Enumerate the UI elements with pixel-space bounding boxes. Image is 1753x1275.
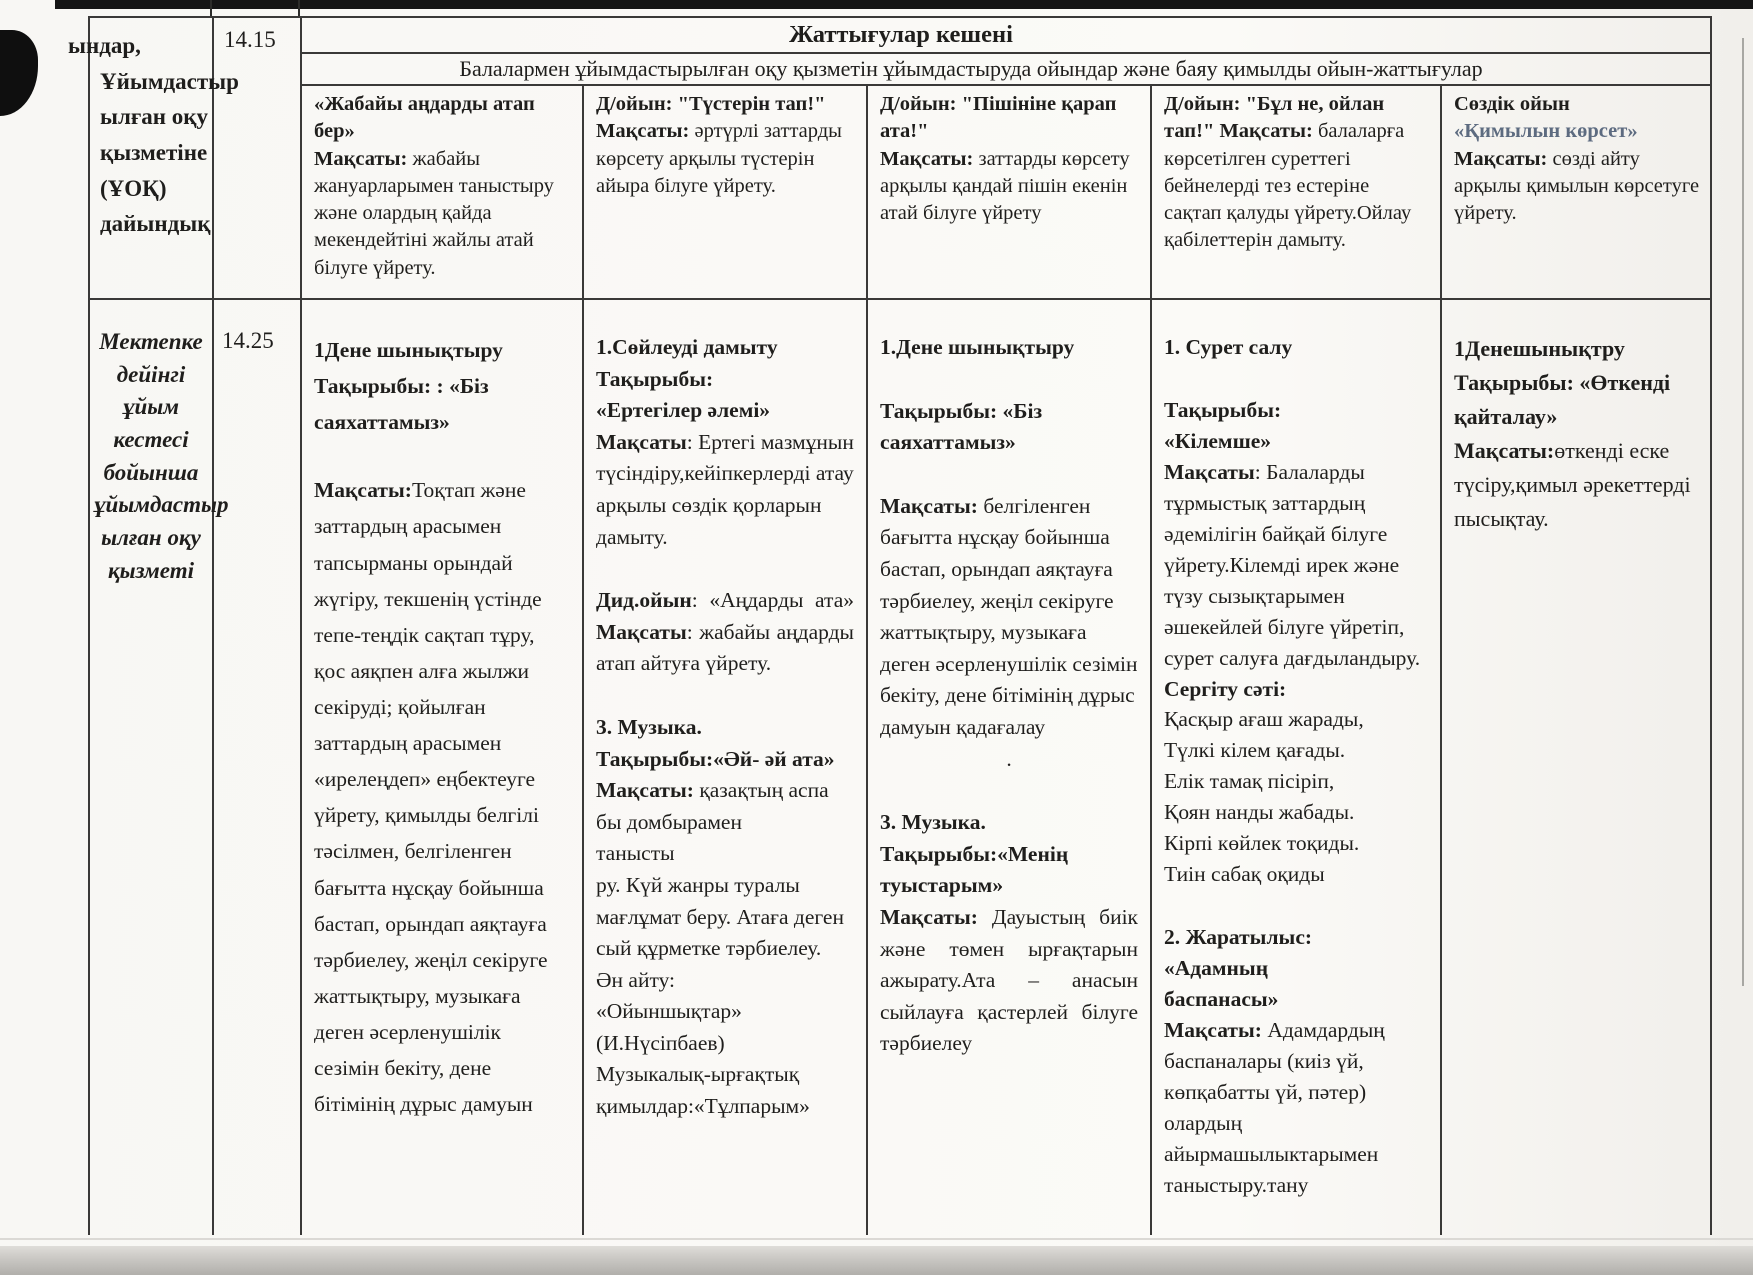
games-row <box>302 86 1710 300</box>
row2-activity-label-cell: Мектепке дейінгі ұйым кестесі бойынша ұйымдастыр ылған оқу қызметі <box>90 300 214 1235</box>
table-title: Жаттығулар кешені <box>302 18 1710 54</box>
scan-artifact-top-bar <box>55 0 1753 9</box>
row1-time-cell: 14.15 <box>214 18 302 300</box>
row2-time-cell: 14.25 <box>214 300 302 1235</box>
table-subtitle: Балалармен ұйымдастырылған оқу қызметін ұйымдастыруда ойындар және баяу қимылды ойын-жаттығулар <box>302 54 1710 86</box>
lesson-plan-table <box>68 16 1712 1235</box>
activity-cell-1: 1Дене шынықтыру Тақырыбы: : «Біз саяхаттамыз» Мақсаты:Тоқтап және заттардың арасымен тапсырманы орындай жүгіру, текшенің үстінде тепе-теңдік сақтап тұру, қос аяқпен алға жылжи секіруді; қойылған заттардың арасымен «ирелеңдеп» еңбектеуге үйрету, қимылды белгілі тәсілмен, белгіленген бағытта нұсқау бойынша бастап, орындап аяқтауға тәрбиелеу, жеңіл секіруге жаттықтыру, музыкаға деген әсерленушілік сезімін бекіту, дене бітімінің дұрыс дамуын <box>302 300 584 1235</box>
game-cell-4: Д/ойын: "Бұл не, ойлан тап!" Мақсаты: балаларға көрсетілген суреттегі бейнелерді тез естеріне сақтап қалуды үйрету.Ойлау қабілеттерін дамыту. <box>1152 86 1442 300</box>
row1-activity-label-cell: ындар, Ұйымдастыр ылған оқу қызметіне (ҰОҚ) дайындық <box>90 18 214 300</box>
activity-cell-3: 1.Дене шынықтыру Тақырыбы: «Біз саяхаттамыз» Мақсаты: белгіленген бағытта нұсқау бойынша бастап, орындап аяқтауға тәрбиелеу, жеңіл секіруге жаттықтыру, музыкаға деген әсерленушілік сезімін бекіту, дене бітімінің дұрыс дамуын қадағалау . 3. Музыка. Тақырыбы:«Менің туыстарым» Мақсаты: Дауыстың биік және төмен ырғақтарын ажырату.Ата – анасын сыйлауға қастерлей білуге тәрбиелеу <box>868 300 1152 1235</box>
exercises-header-block <box>302 18 1710 300</box>
game-cell-3: Д/ойын: "Пішініне қарап ата!" Мақсаты: заттарды көрсету арқылы қандай пішін екенін атай білуге үйрету <box>868 86 1152 300</box>
scan-artifact-band-line <box>0 1238 1753 1240</box>
scan-artifact-page-edge <box>1742 38 1744 986</box>
scan-artifact-bottom-band <box>0 1246 1753 1275</box>
activity-cell-4: 1. Сурет салу Тақырыбы: «Кілемше» Мақсаты: Балаларды тұрмыстық заттардың әдемілігін байқай білуге үйрету.Кілемді ирек және түзу сызықтарымен әшекейлей білуге үйретіп, сурет салуға дағдыландыру. Сергіту сәті: Қасқыр ағаш жарады, Түлкі кілем қағады. Елік тамақ пісіріп, Қоян нанды жабады. Кірпі көйлек тоқиды. Тиін сабақ оқиды 2. Жаратылыс: «Адамның баспанасы» Мақсаты: Адамдардың баспаналары (киіз үй, көпқабатты үй, пәтер) олардың айырмашылыктарымен таныстыру.тану <box>1152 300 1442 1235</box>
game-cell-1: «Жабайы аңдарды атап бер» Мақсаты: жабайы жануарларымен таныстыру және олардың қайда мекендейтіні жайлы атай білуге үйрету. <box>302 86 584 300</box>
activity-cell-5: 1Денешынықтру Тақырыбы: «Өткенді қайталау» Мақсаты:өткенді еске түсіру,қимыл әрекеттерді пысықтау. <box>1454 336 1691 532</box>
game-cell-2: Д/ойын: "Түстерін тап!" Мақсаты: әртүрлі заттарды көрсету арқылы түстерін айыра білуге үйрету. <box>584 86 868 300</box>
scan-artifact-left-blob <box>0 30 38 116</box>
activity-cell-2: 1.Сөйлеуді дамыту Тақырыбы: «Ертегілер әлемі» Мақсаты: Ертегі мазмұнын түсіндіру,кейіпкерлерді атау арқылы сөздік қорларын дамыту. Дид.ойын: «Аңдарды ата» Мақсаты: жабайы аңдарды атап айтуға үйрету. 3. Музыка. Тақырыбы:«Әй- әй ата» Мақсаты: қазақтың аспа бы домбырамен танысты ру. Күй жанры туралы мағлұмат беру. Атаға деген сый құрметке тәрбиелеу. Ән айту: «Ойыншықтар» (И.Нүсіпбаев) Музыкалық-ырғақтық қимылдар:«Тұлпарым» <box>584 300 868 1235</box>
game-cell-5: Сөздік ойын «Қимылын көрсет» Мақсаты: сөзді айту арқылы қимылын көрсетуге үйрету. <box>1442 86 1710 300</box>
